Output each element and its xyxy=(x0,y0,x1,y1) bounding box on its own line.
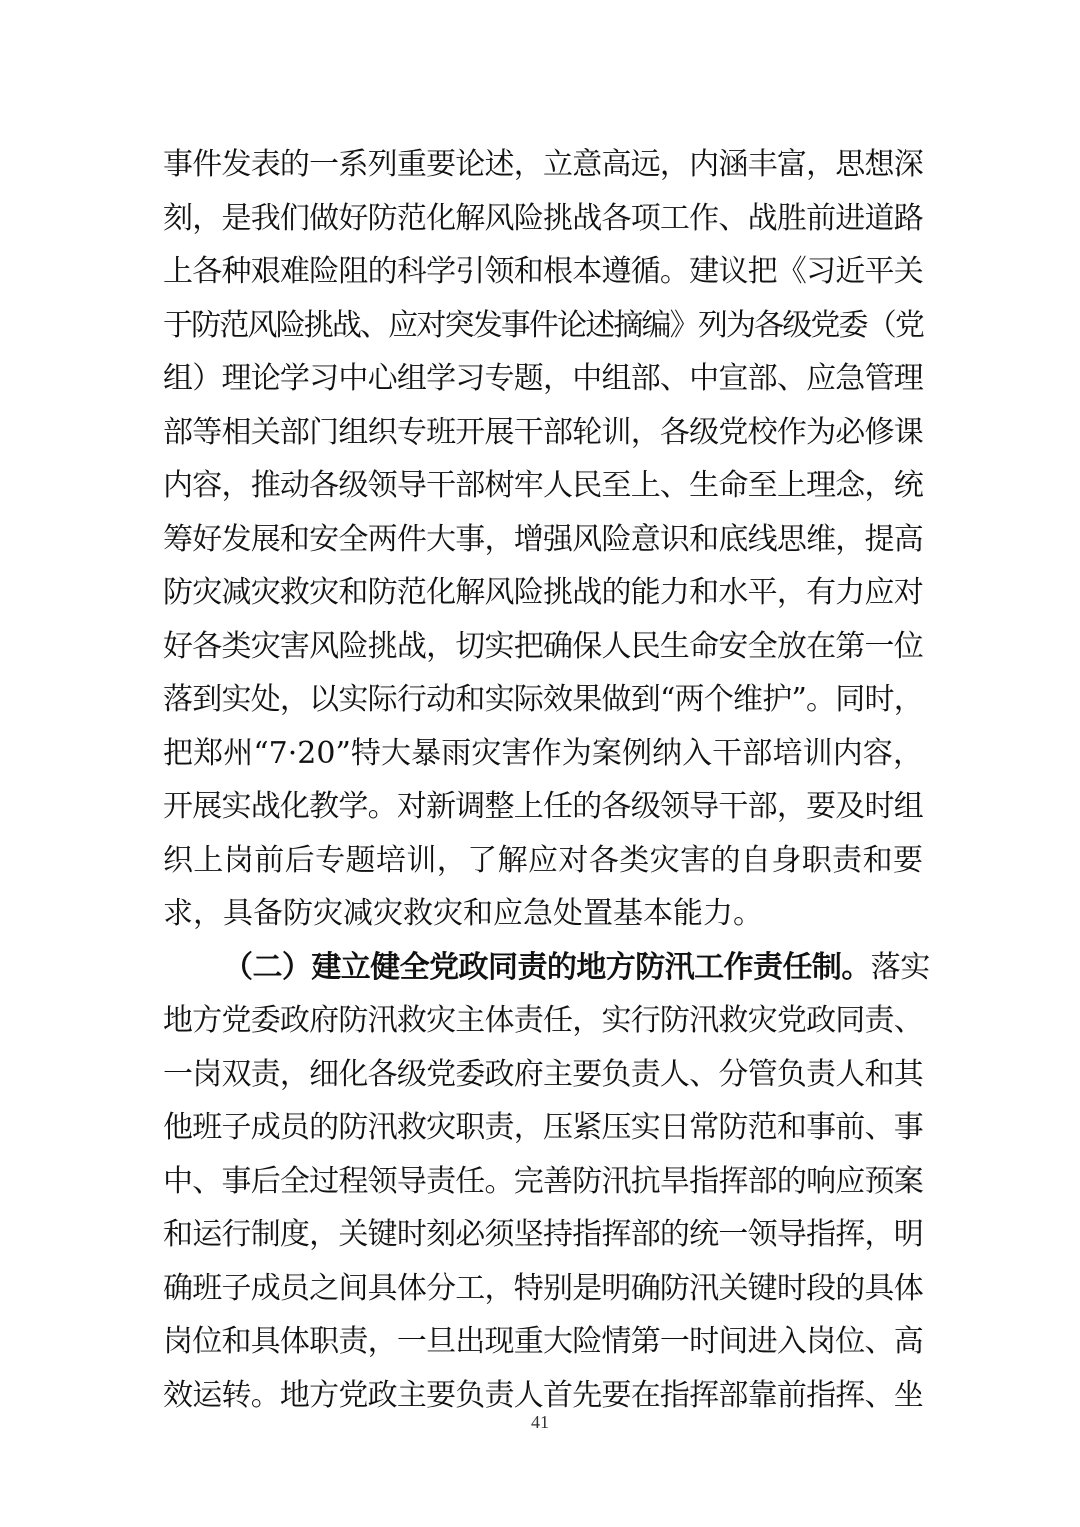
section-heading: （二）建立健全党政同责的地方防汛工作责任制。 xyxy=(223,949,871,985)
text-line: 把郑州“7·20”特大暴雨灾害作为案例纳入干部培训内容， xyxy=(163,735,923,771)
text-line: 防灾减灾救灾和防范化解风险挑战的能力和水平，有力应对 xyxy=(163,575,923,610)
body-text xyxy=(163,138,930,1422)
text-line: 一岗双责，细化各级党委政府主要负责人、分管负责人和其 xyxy=(163,1056,923,1092)
text-line: 开展实战化教学。对新调整上任的各级领导干部，要及时组 xyxy=(163,789,923,824)
text-line: 效运转。地方党政主要负责人首先要在指挥部靠前指挥、坐 xyxy=(163,1377,923,1413)
text-line: 岗位和具体职责，一旦出现重大险情第一时间进入岗位、高 xyxy=(163,1324,923,1359)
text-line: 落到实处，以实际行动和实际效果做到“两个维护”。同时， xyxy=(163,682,923,717)
text-line: 筹好发展和安全两件大事，增强风险意识和底线思维，提高 xyxy=(163,521,923,557)
text-line: 好各类灾害风险挑战，切实把确保人民生命安全放在第一位 xyxy=(163,628,923,664)
text-line: 部等相关部门组织专班开展干部轮训，各级党校作为必修课 xyxy=(163,414,923,450)
text-line: 于防范风险挑战、应对突发事件论述摘编》列为各级党委（党 xyxy=(163,307,923,343)
page-number: 41 xyxy=(531,1412,549,1432)
text-line: 刻，是我们做好防范化解风险挑战各项工作、战胜前进道路 xyxy=(163,200,923,236)
text-line: 确班子成员之间具体分工，特别是明确防汛关键时段的具体 xyxy=(163,1270,923,1306)
text-line-paragraph-end: 求，具备防灾减灾救灾和应急处置基本能力。 xyxy=(163,896,763,931)
text-line: 和运行制度，关键时刻必须坚持指挥部的统一领导指挥，明 xyxy=(163,1217,923,1252)
text-line: 内容，推动各级领导干部树牢人民至上、生命至上理念，统 xyxy=(163,468,923,503)
section-heading-line xyxy=(163,941,930,995)
text-line: 事件发表的一系列重要论述，立意高远，内涵丰富，思想深 xyxy=(163,147,923,182)
section-heading-continuation: 落实 xyxy=(870,949,930,985)
text-line: 组）理论学习中心组学习专题，中组部、中宣部、应急管理 xyxy=(163,361,923,396)
text-line: 上各种艰难险阻的科学引领和根本遵循。建议把《习近平关 xyxy=(163,254,923,289)
text-line: 织上岗前后专题培训，了解应对各类灾害的自身职责和要 xyxy=(163,842,923,878)
text-line: 中、事后全过程领导责任。完善防汛抗旱指挥部的响应预案 xyxy=(163,1163,923,1199)
text-line: 地方党委政府防汛救灾主体责任，实行防汛救灾党政同责、 xyxy=(163,1003,923,1038)
text-line: 他班子成员的防汛救灾职责，压紧压实日常防范和事前、事 xyxy=(163,1110,923,1145)
